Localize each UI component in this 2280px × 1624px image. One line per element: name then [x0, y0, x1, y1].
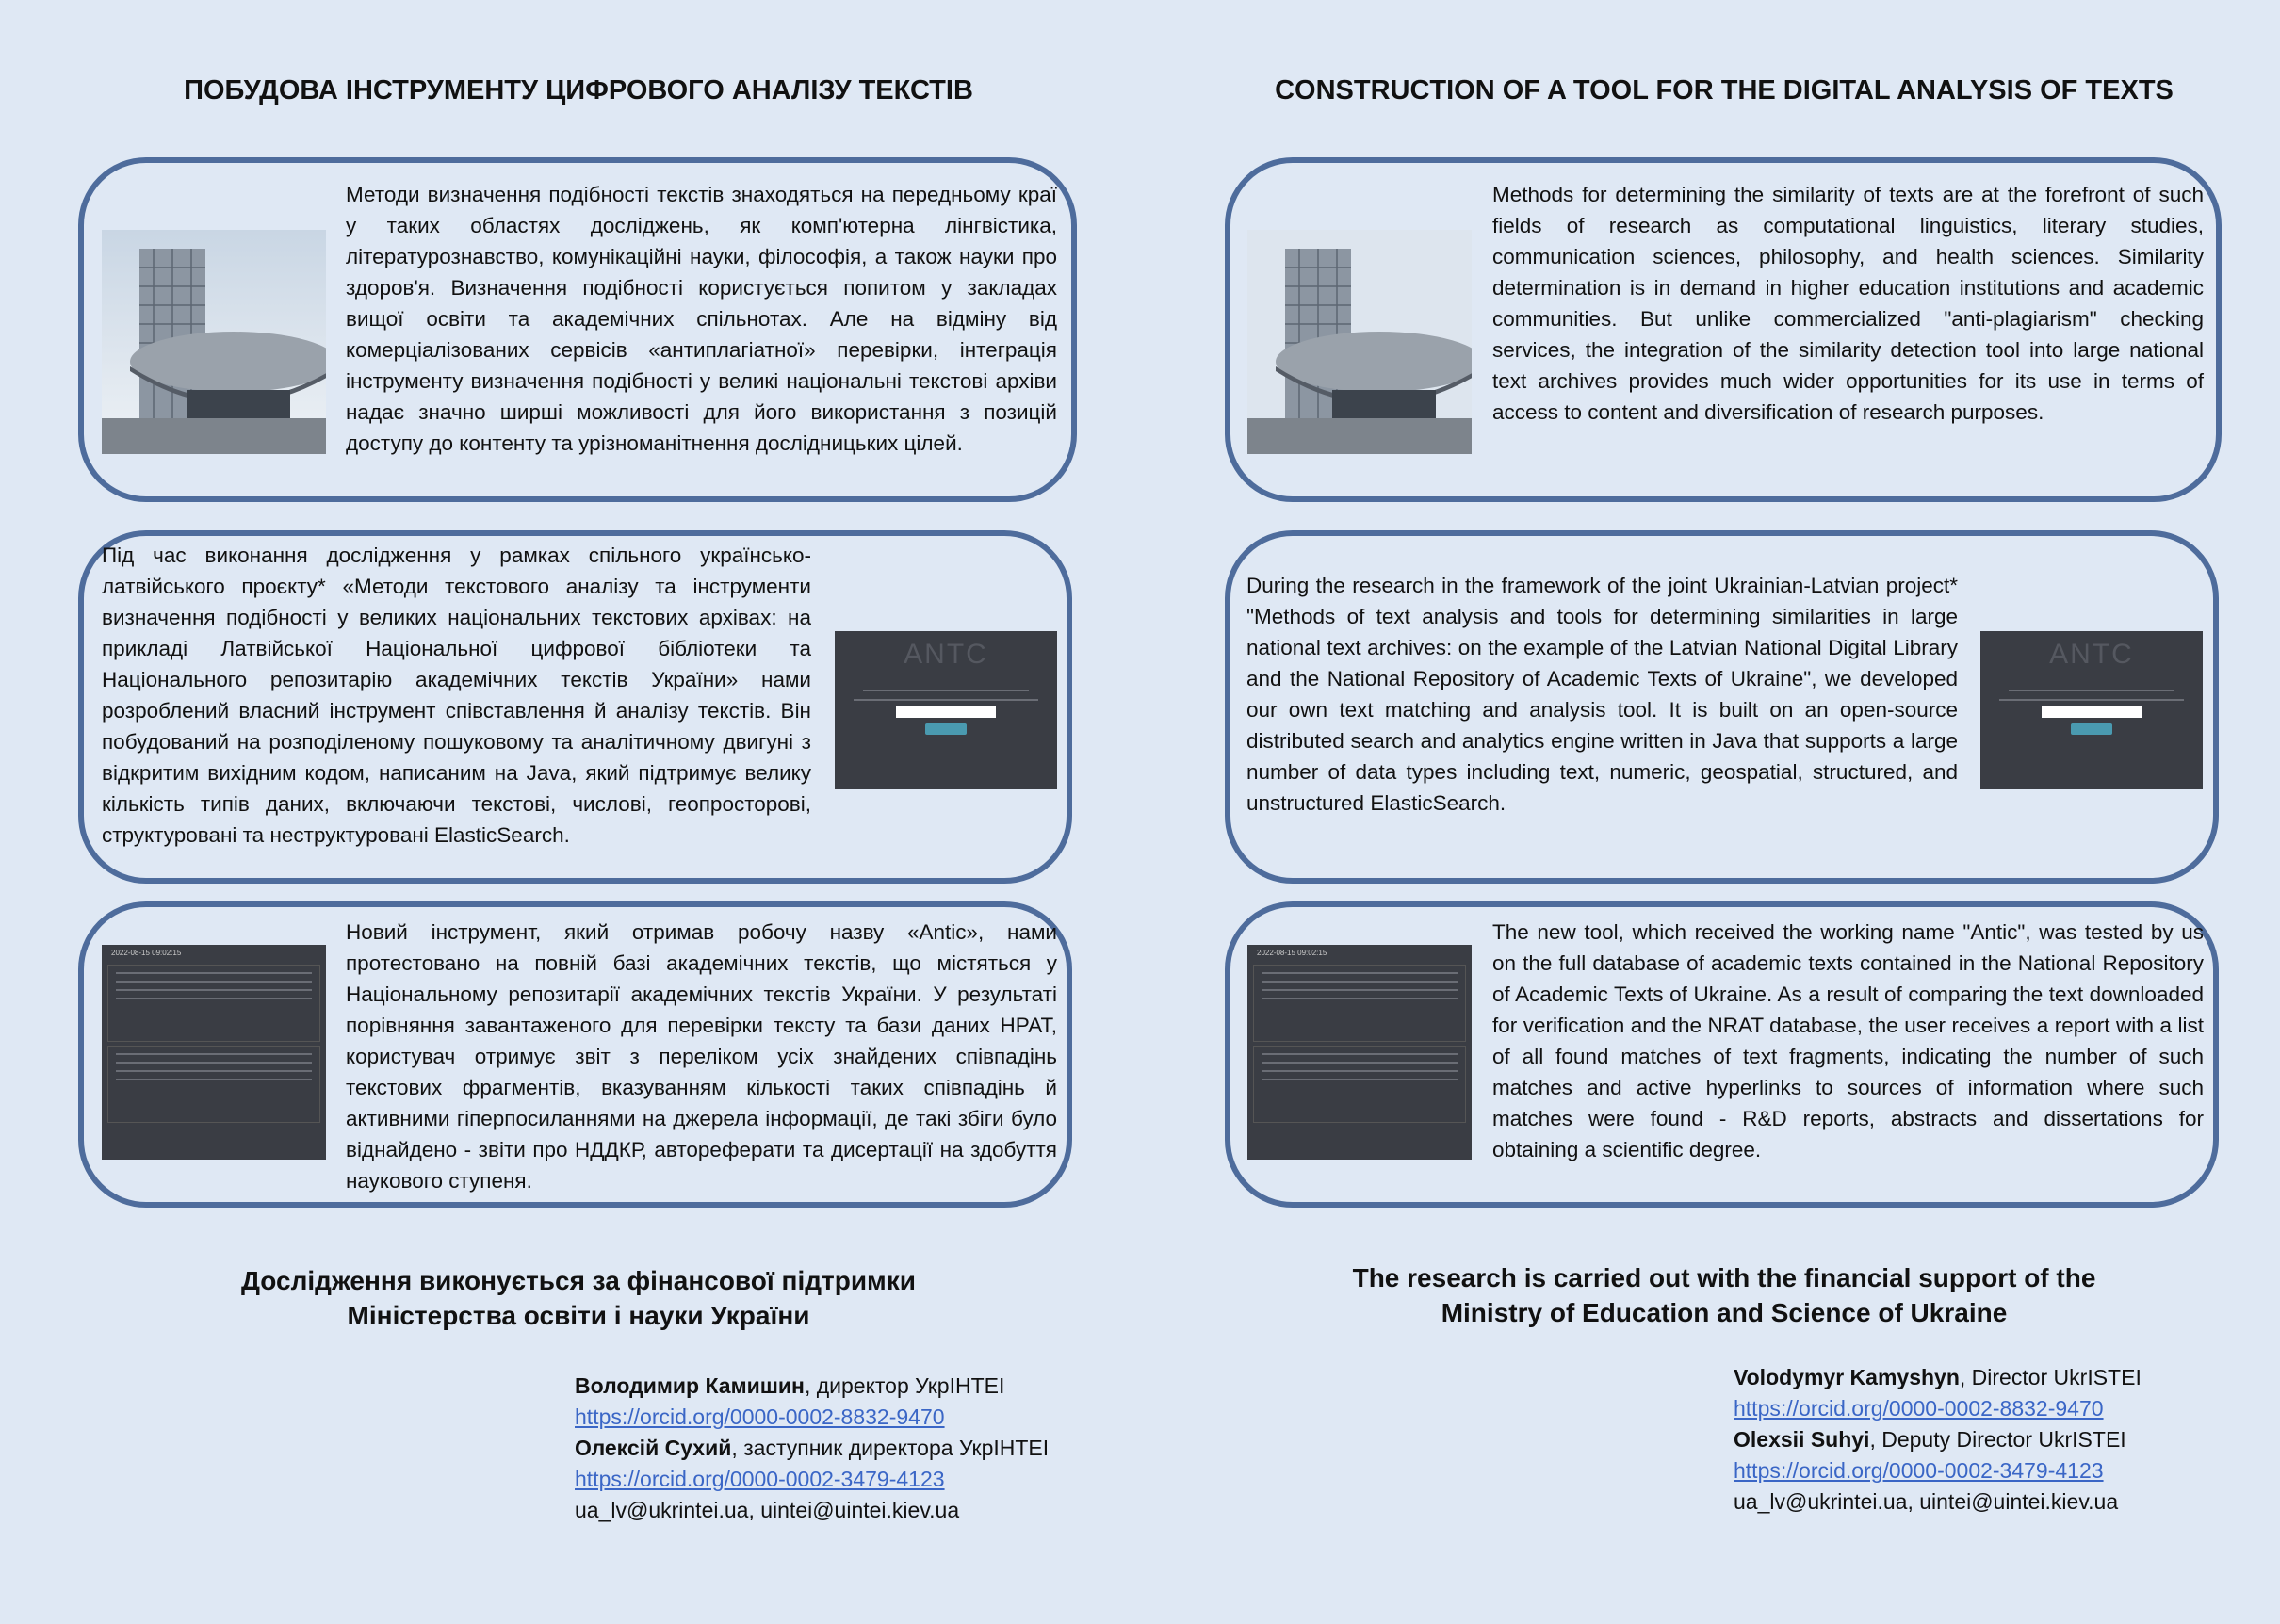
- screenshot-input: [2042, 706, 2142, 718]
- right-authors: [1734, 1362, 2142, 1518]
- antc-logo: ANTC: [2049, 639, 2134, 670]
- right-intro-text: Methods for determining the similarity of texts are at the forefront of such fields of research as computational linguistics, literary studies, communication sciences, philosophy, and health sciences. Similarity determination is in demand in higher education institutions and academic communities. But unlike commercialized "anti-plagiarism" checking services, the integration of the similarity detection tool into large national text archives provides much wider opportunities for its use in terms of access to content and diversification of research purposes.: [1492, 183, 2204, 424]
- funding-line-1: The research is carried out with the financial support of the: [1352, 1263, 2096, 1292]
- screenshot-upload-button: [2071, 723, 2112, 735]
- author-name: Олексій Сухий: [575, 1436, 732, 1460]
- screenshot-input: [896, 706, 996, 718]
- author-role: , директор УкрІНТЕІ: [804, 1373, 1005, 1398]
- funding-line-2: Міністерства освіти і науки України: [347, 1301, 810, 1330]
- author-role: , заступник директора УкрІНТЕІ: [731, 1436, 1050, 1460]
- author-name: Volodymyr Kamyshyn: [1734, 1365, 1960, 1389]
- report-date: 2022-08-15 09:02:15: [111, 949, 182, 957]
- orcid-link[interactable]: https://orcid.org/0000-0002-3479-4123: [1734, 1458, 2104, 1483]
- right-results-text: The new tool, which received the working name "Antic", was tested by us on the full database of academic texts contained in the National Repository of Academic Texts of Ukraine. As a result of comparing the text downloaded for verification and the NRAT database, the user receives a report with a list of all found matches of text fragments, indicating the number of such matches and active hyperlinks to sources of information where such matches were found - R&D reports, abstracts and dissertations for obtaining a scientific degree.: [1492, 920, 2204, 1161]
- left-funding-note: [60, 1263, 1097, 1333]
- antc-search-screenshot: [1980, 631, 2203, 789]
- funding-line-2: Ministry of Education and Science of Ukraine: [1441, 1298, 2008, 1327]
- orcid-link[interactable]: https://orcid.org/0000-0002-8832-9470: [575, 1405, 945, 1429]
- left-authors: [575, 1371, 1049, 1526]
- report-date: 2022-08-15 09:02:15: [1257, 949, 1327, 957]
- funding-line-1: Дослідження виконується за фінансової підтримки: [241, 1266, 916, 1295]
- left-results-text: Новий інструмент, який отримав робочу назву «Antic», нами протестовано на повній базі академічних текстів, що містяться у Національному репозитарії академічних текстів України. У результаті порівняння завантаженого для перевірки тексту та бази даних НРАТ, користувач отримує звіт з переліком усіх знайдених співпадінь текстових фрагментів, вказуванням кількості таких співпадінь й активними гіперпосиланнями на джерела інформації, де такі збіги було віднайдено - звіти про НДДКР, автореферати та дисертації на здобуття наукового ступеня.: [346, 920, 1057, 1193]
- title-english: CONSTRUCTION OF A TOOL FOR THE DIGITAL ANALYSIS OF TEXTS: [1275, 75, 2174, 106]
- left-intro-text: Методи визначення подібності текстів знаходяться на передньому краї у таких областях досліджень, як комп'ютерна лінгвістика, літературознавство, комунікаційні науки, філософія, а також науки про здоров'я. Визначення подібності користується попитом у закладах вищої освіти та академічних спільнотах. Але на відміну від комерціалізованих сервісів «антиплагіатної» перевірки, інтеграція інструменту визначення подібності у великі національні текстові архіви надає значно ширші можливості для його використання з позицій доступу до контенту та урізноманітнення дослідницьких цілей.: [346, 183, 1057, 455]
- building-photo: [102, 230, 326, 454]
- screenshot-upload-button: [925, 723, 967, 735]
- orcid-link[interactable]: https://orcid.org/0000-0002-3479-4123: [575, 1467, 945, 1491]
- author-role: , Deputy Director UkrISTEI: [1869, 1427, 2126, 1452]
- left-development-text: Під час виконання дослідження у рамках спільного українсько-латвійського проєкту* «Методи текстового аналізу та інструменти визначення подібності у великих національних текстових архівах: на прикладі Латвійської Національної цифрової бібліотеки та Національного репозитарію академічних текстів України» нами розроблений власний інструмент співставлення й аналізу текстів. Він побудований на розподіленому пошуковому та аналітичному двигуні з відкритим вихідним кодом, написаним на Java, який підтримує велику кількість типів даних, включаючи текстові, числові, геопросторові, структуровані та неструктуровані ElasticSearch.: [102, 544, 811, 847]
- building-photo: [1247, 230, 1472, 454]
- contact-emails: ua_lv@ukrintei.ua, uintei@uintei.kiev.ua: [575, 1498, 960, 1522]
- antc-report-screenshot: [102, 945, 326, 1160]
- title-ukrainian: ПОБУДОВА ІНСТРУМЕНТУ ЦИФРОВОГО АНАЛІЗУ ТЕКСТІВ: [184, 75, 973, 106]
- right-development-text: During the research in the framework of the joint Ukrainian-Latvian project* "Methods of text analysis and tools for determining similarities in large national text archives: on the example of the Latvian National Digital Library and the National Repository of Academic Texts of Ukraine", we developed our own text matching and analysis tool. It is built on an open-source distributed search and analytics engine written in Java that supports a large number of data types including text, numeric, geospatial, structured, and unstructured ElasticSearch.: [1246, 574, 1958, 815]
- author-name: Володимир Камишин: [575, 1373, 805, 1398]
- antc-report-screenshot: [1247, 945, 1472, 1160]
- right-funding-note: [1206, 1260, 2242, 1330]
- contact-emails: ua_lv@ukrintei.ua, uintei@uintei.kiev.ua: [1734, 1489, 2119, 1514]
- antc-search-screenshot: [835, 631, 1057, 789]
- antc-logo: ANTC: [904, 639, 988, 670]
- author-name: Olexsii Suhyi: [1734, 1427, 1870, 1452]
- orcid-link[interactable]: https://orcid.org/0000-0002-8832-9470: [1734, 1396, 2104, 1421]
- author-role: , Director UkrISTEI: [1959, 1365, 2142, 1389]
